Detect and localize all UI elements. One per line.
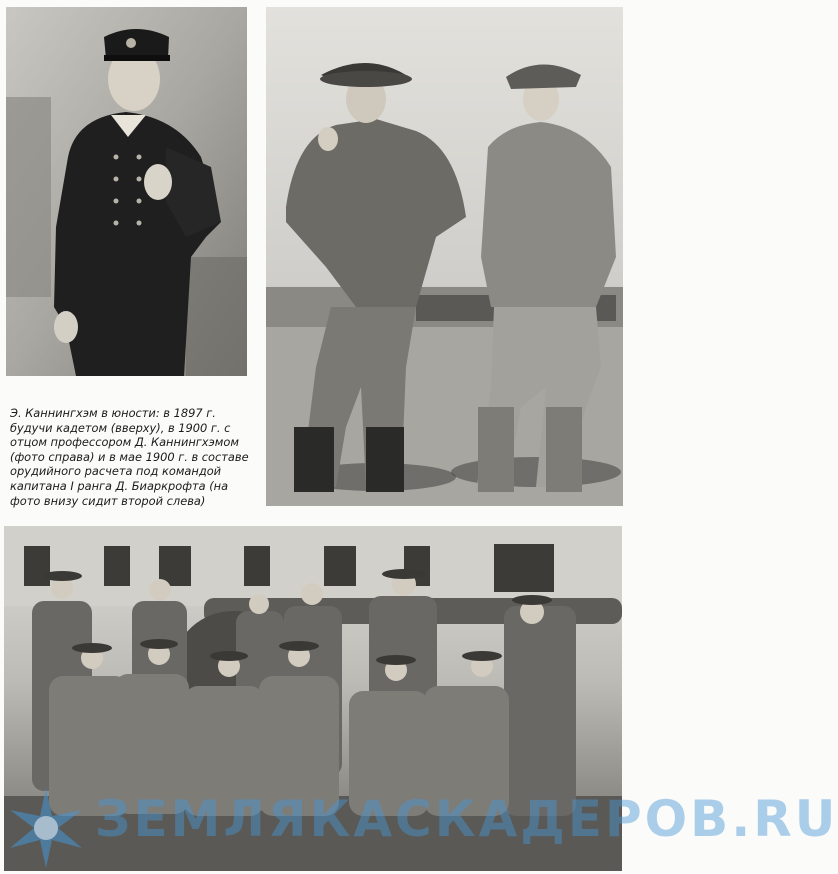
photo-gun-crew-group (4, 526, 622, 871)
photo-father-and-son (266, 7, 623, 506)
photo-cadet-portrait (6, 7, 247, 376)
photo-caption: Э. Каннингхэм в юности: в 1897 г. будучи кадетом (вверху), в 1900 г. с отцом профессором Д. Каннингхэмом (фото справа) и в мае 1900 г. в составе орудийного расчета под командой капитана I ранга Д. Биаркрофта (на фото внизу сидит второй слева) (10, 406, 249, 508)
cadet-portrait-image (6, 7, 247, 376)
father-and-son-image (266, 7, 623, 506)
watermark-text: ЗЕМЛЯКАСКАДЕРОВ.RU (95, 790, 838, 848)
gun-crew-group-image (4, 526, 622, 871)
